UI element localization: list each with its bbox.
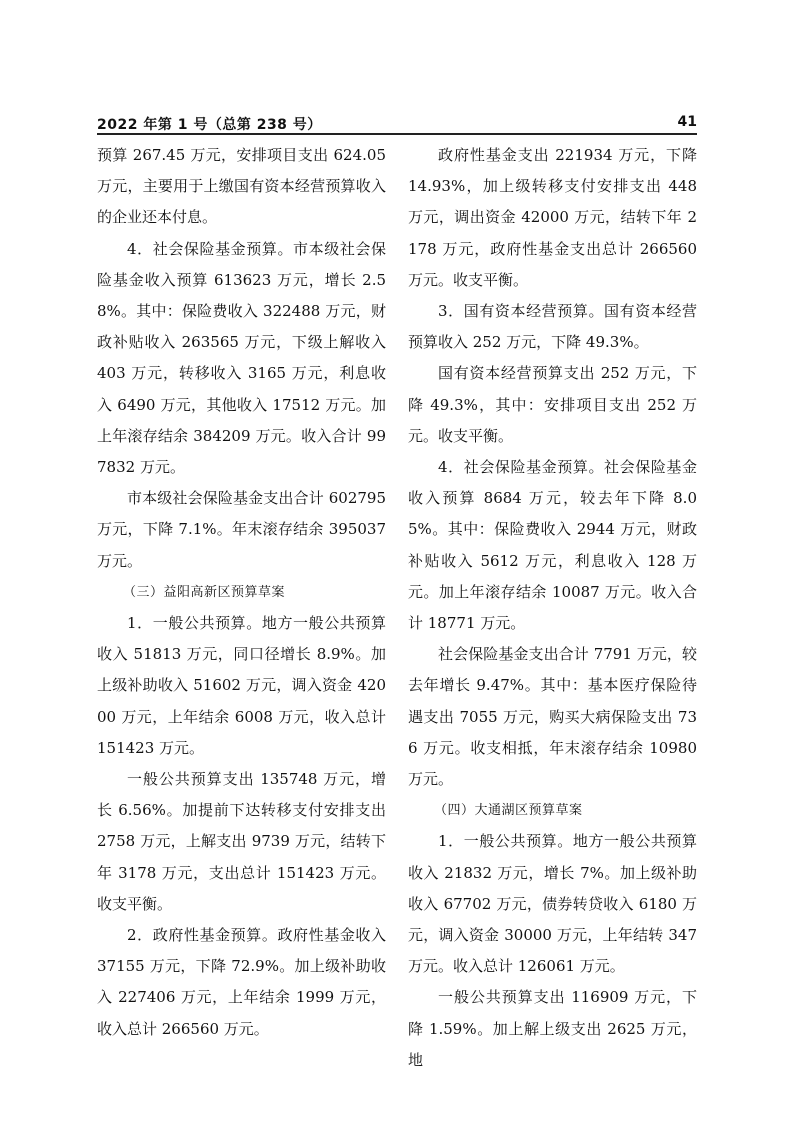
paragraph: 4．社会保险基金预算。社会保险基金收入预算 8684 万元，较去年下降 8.05%。其中：保险费收入 2944 万元，财政补贴收入 5612 万元，利息收入 128 万元。加上年滚存结余 10087 万元。收入合计 18771 万元。 (408, 458, 697, 633)
section-heading: （三）益阳高新区预算草案 (123, 584, 286, 600)
paragraph: 3．国有资本经营预算。国有资本经营预算收入 252 万元，下降 49.3%。 (408, 302, 697, 352)
paragraph: 1．一般公共预算。地方一般公共预算收入 51813 万元，同口径增长 8.9%。加上级补助收入 51602 万元，调入资金 42000 万元，上年结余 6008 万元，收入总计 151423 万元。 (97, 614, 386, 757)
paragraph: 政府性基金支出 221934 万元，下降 14.93%，加上级转移支付安排支出 448 万元，调出资金 42000 万元，结转下年 2178 万元，政府性基金支出总计 266560 万元。收支平衡。 (408, 146, 697, 289)
paragraph: 国有资本经营预算支出 252 万元，下降 49.3%，其中：安排项目支出 252 万元。收支平衡。 (408, 364, 697, 445)
paragraph: 预算 267.45 万元，安排项目支出 624.05 万元，主要用于上缴国有资本经营预算收入的企业还本付息。 (97, 146, 386, 227)
right-column (408, 140, 697, 1076)
paragraph: 社会保险基金支出合计 7791 万元，较去年增长 9.47%。其中：基本医疗保险待遇支出 7055 万元，购买大病保险支出 736 万元。收支相抵，年末滚存结余 10980 万元。 (408, 645, 697, 789)
left-column (97, 140, 386, 1045)
paragraph: 1．一般公共预算。地方一般公共预算收入 21832 万元，增长 7%。加上级补助收入 67702 万元，债券转贷收入 6180 万元，调入资金 30000 万元，上年结转 347 万元。收入总计 126061 万元。 (408, 832, 697, 976)
running-header (97, 114, 697, 132)
issue-label: 2022 年第 1 号（总第 238 号） (97, 117, 322, 133)
paragraph: 市本级社会保险基金支出合计 602795 万元，下降 7.1%。年末滚存结余 395037 万元。 (97, 489, 386, 570)
paragraph: 一般公共预算支出 135748 万元，增长 6.56%。加提前下达转移支付安排支出 2758 万元，上解支出 9739 万元，结转下年 3178 万元，支出总计 151423 万元。收支平衡。 (97, 770, 386, 913)
section-heading: （四）大通湖区预算草案 (434, 803, 583, 819)
page-number: 41 (677, 114, 697, 130)
header-rule (97, 133, 697, 135)
paragraph: 4．社会保险基金预算。市本级社会保险基金收入预算 613623 万元，增长 2.58%。其中：保险费收入 322488 万元，财政补贴收入 263565 万元，下级上解收入 403 万元，转移收入 3165 万元，利息收入 6490 万元，其他收入 17512 万元。加上年滚存结余 384209 万元。收入合计 997832 万元。 (97, 239, 386, 477)
paragraph: 一般公共预算支出 116909 万元，下降 1.59%。加上解上级支出 2625 万元，地 (408, 988, 697, 1069)
paragraph: 2．政府性基金预算。政府性基金收入 37155 万元，下降 72.9%。加上级补助收入 227406 万元，上年结余 1999 万元，收入总计 266560 万元。 (97, 926, 386, 1038)
